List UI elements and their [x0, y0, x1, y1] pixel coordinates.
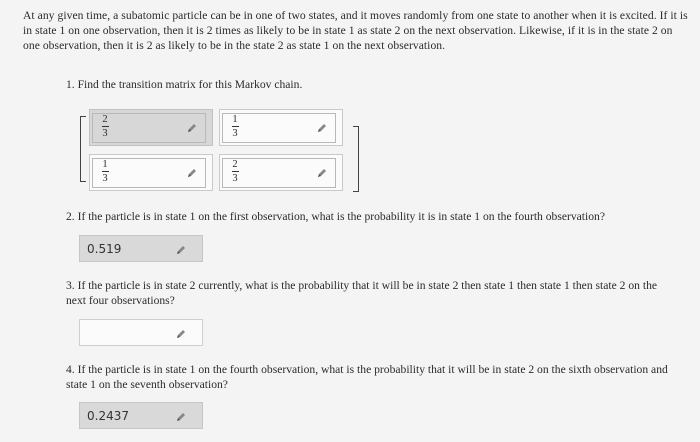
question-3-text: 3. If the particle is in state 2 currently, what is the probability that it will be in state 2 then state 1 then state 1 then state 2 on the next four observations?	[66, 279, 658, 307]
fraction-numerator: 2	[232, 159, 238, 170]
pencil-icon[interactable]	[316, 122, 328, 134]
fraction-bar	[232, 171, 239, 172]
fraction-1-1	[99, 114, 111, 139]
matrix-cell-2-2[interactable]	[219, 154, 343, 191]
pencil-icon[interactable]	[175, 328, 187, 340]
matrix-cell-2-1[interactable]	[89, 154, 213, 191]
question-2-text: 2. If the particle is in state 1 on the first observation, what is the probability it is in state 1 on the fourth observation?	[66, 210, 605, 223]
fraction-denominator: 3	[232, 128, 238, 139]
fraction-2-2	[229, 159, 241, 184]
pencil-icon[interactable]	[175, 244, 187, 256]
fraction-bar	[232, 126, 239, 127]
problem-statement: At any given time, a subatomic particle can be in one of two states, and it moves randomly from one state to another when it is excited. If it is in state 1 on one observation, then it is 2 times as likely to be in state 1 as state 2 on the next observation. Likewise, if it is in the state 2 on one observation, then it is 2 as likely to be in the state 2 as state 1 on the next observation.	[23, 9, 688, 52]
fraction-denominator: 3	[102, 128, 108, 139]
pencil-icon[interactable]	[175, 411, 187, 423]
question-4-text: 4. If the particle is in state 1 on the fourth observation, what is the probability that it will be in state 2 on the sixth observation and state 1 on the seventh observation?	[66, 363, 668, 391]
fraction-numerator: 1	[102, 159, 108, 170]
matrix-cell-1-1[interactable]	[89, 109, 213, 146]
transition-matrix	[80, 106, 360, 196]
answer-2-input[interactable]	[79, 235, 203, 262]
fraction-bar	[102, 171, 109, 172]
fraction-2-1	[99, 159, 111, 184]
fraction-numerator: 1	[232, 114, 238, 125]
answer-4-value: 0.2437	[87, 409, 129, 423]
answer-2-value: 0.519	[87, 242, 122, 256]
fraction-bar	[102, 126, 109, 127]
pencil-icon[interactable]	[186, 122, 198, 134]
answer-4-input[interactable]	[79, 402, 203, 429]
pencil-icon[interactable]	[186, 167, 198, 179]
fraction-denominator: 3	[232, 173, 238, 184]
matrix-right-bracket	[353, 126, 359, 192]
fraction-1-2	[229, 114, 241, 139]
matrix-left-bracket	[80, 116, 86, 182]
answer-3-input[interactable]	[79, 319, 203, 346]
fraction-denominator: 3	[102, 173, 108, 184]
fraction-numerator: 2	[102, 114, 108, 125]
question-1-text: 1. Find the transition matrix for this Markov chain.	[66, 78, 303, 91]
pencil-icon[interactable]	[316, 167, 328, 179]
matrix-cell-1-2[interactable]	[219, 109, 343, 146]
